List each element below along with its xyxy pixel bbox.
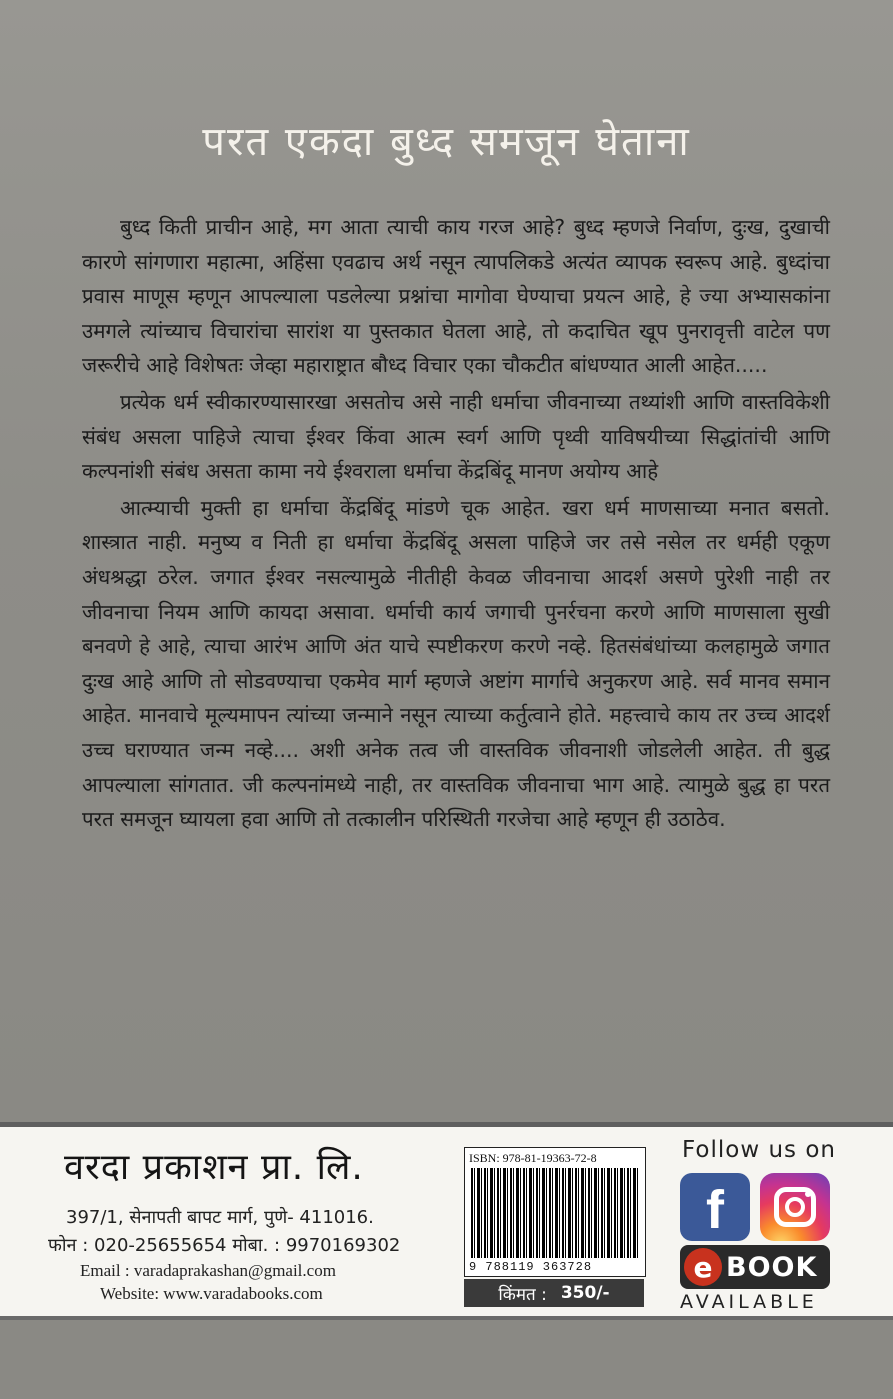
price-caption: किंमत : (498, 1284, 547, 1305)
barcode-icon (471, 1168, 639, 1258)
price-label (464, 1279, 644, 1307)
ebook-text: BOOK (726, 1251, 818, 1283)
isbn-barcode (464, 1147, 646, 1277)
price-amount: 350/- (560, 1283, 610, 1303)
instagram-icon[interactable] (760, 1173, 830, 1241)
blurb-paragraph-2: प्रत्येक धर्म स्वीकारण्यासारखा असतोच असे नाही धर्माचा जीवनाच्या तथ्यांशी आणि वास्तविकेशी संबंध असला पाहिजे त्याचा ईश्वर किंवा आत्म स्वर्ग आणि पृथ्वी याविषयीच्या सिद्धांतांची आणि कल्पनांशी संबंध असता कामा नये ईश्वराला धर्माचा केंद्रबिंदू मानण अयोग्य आहे (82, 389, 830, 484)
publisher-phone: फोन : 020-25655654 मोबा. : 9970169302 (48, 1235, 401, 1256)
ebook-badge (680, 1245, 830, 1289)
publisher-email: Email : varadaprakashan@gmail.com (80, 1261, 336, 1280)
ebook-e-icon: e (684, 1248, 722, 1286)
cover-bottom-edge (0, 1320, 893, 1399)
blurb-text (82, 210, 830, 839)
publisher-address: 397/1, सेनापती बापट मार्ग, पुणे- 411016. (66, 1207, 374, 1228)
barcode-number: 9 788119 363728 (469, 1260, 593, 1274)
blurb-paragraph-1: बुध्द किती प्राचीन आहे, मग आता त्याची काय गरज आहे? बुध्द म्हणजे निर्वाण, दुःख, दुखाची कारणे सांगणारा महात्मा, अहिंसा एवढाच अर्थ नसून त्यापलिकडे अत्यंत व्यापक स्वरूप आहे. बुध्दांचा प्रवास माणूस म्हणून आपल्याला पडलेल्या प्रश्नांचा मागोवा घेण्याचा प्रयत्न आहे, हे ज्या अभ्यासकांना उमगले त्यांच्याच विचारांचा सारांश या पुस्तकात घेतला आहे, तो कदाचित खूप पुनरावृत्ती वाटेल पण जरूरीचे आहे विशेषतः जेव्हा महाराष्ट्रात बौध्द विचार एका चौकटीत बांधण्यात आली आहेत..... (82, 215, 830, 378)
facebook-icon[interactable]: f (680, 1173, 750, 1241)
isbn-text: ISBN: 978-81-19363-72-8 (469, 1151, 597, 1165)
book-title: परत एकदा बुध्द समजून घेताना (202, 119, 691, 165)
follow-us-text: Follow us on (682, 1137, 836, 1163)
publisher-name: वरदा प्रकाशन प्रा. लि. (64, 1147, 364, 1188)
available-text: AVAILABLE (680, 1291, 818, 1313)
blurb-paragraph-3: आत्म्याची मुक्ती हा धर्माचा केंद्रबिंदू मांडणे चूक आहेत. खरा धर्म माणसाच्या मनात बसतो. शास्त्रात नाही. मनुष्य व निती हा धर्माचा केंद्रबिंदू असला पाहिजे जर तसे नसेल तर धर्मही एकूण अंधश्रद्धा ठरेल. जगात ईश्वर नसल्यामुळे नीतीही केवळ जीवनाचा आदर्श असणे पुरेशी नाही तर जीवनाचा नियम आणि कायदा असावा. धर्माची कार्य जगाची पुनर्रचना करणे आणि माणसाला सुखी बनवणे हे आहे, त्याचा आरंभ आणि अंत याचे स्पष्टीकरण करणे नव्हे. हितसंबंधांच्या कलहामुळे जगात दुःख आहे आणि तो सोडवण्याचा एकमेव मार्ग म्हणजे अष्टांग मार्गाचे अनुकरण आहे. सर्व मानव समान आहेत. मानवाचे मूल्यमापन त्यांच्या जन्माने नसून त्याच्या कर्तुत्वाने होते. महत्त्वाचे काय तर उच्च आदर्श उच्च घराण्यात जन्म नव्हे.... अशी अनेक तत्व जी वास्तविक जीवनाशी जोडलेली आहेत. ती बुद्ध आपल्याला सांगतात. जी कल्पनांमध्ये नाही, तर वास्तविक जीवनाचा भाग आहे. त्यामुळे बुद्ध हा परत परत समजून घ्यायला हवा आणि तो तत्कालीन परिस्थिती गरजेचा आहे म्हणून ही उठाठेव. (82, 495, 830, 832)
publisher-band (0, 1122, 893, 1320)
publisher-website: Website: www.varadabooks.com (100, 1284, 323, 1303)
